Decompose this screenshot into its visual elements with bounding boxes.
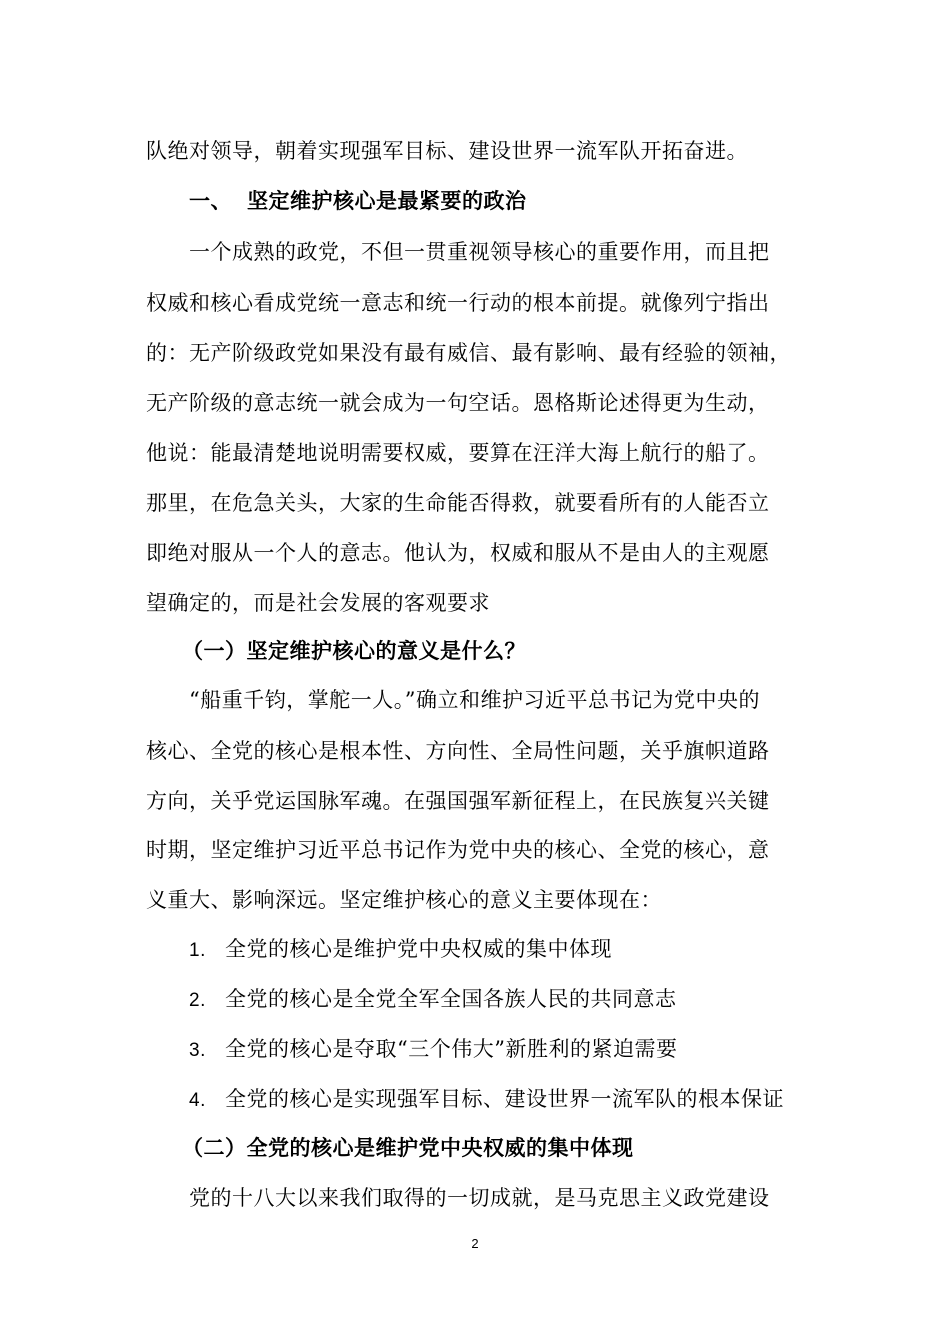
subheading: （一）坚定维护核心的意义是什么？	[182, 638, 526, 663]
list-item-text: 全党的核心是实现强军目标、建设世界一流军队的根本保证	[225, 1087, 784, 1111]
list-item-text: 全党的核心是全党全军全国各族人民的共同意志	[225, 987, 677, 1011]
page-number: 2	[471, 1236, 479, 1251]
body-text-line: 权威和核心看成党统一意志和统一行动的根本前提。就像列宁指出	[146, 291, 770, 315]
body-text-line: 队绝对领导，朝着实现强军目标、建设世界一流军队开拓奋进。	[146, 139, 748, 163]
section-heading-number: 一、	[189, 188, 232, 213]
body-text-line: 党的十八大以来我们取得的一切成就，是马克思主义政党建设	[189, 1186, 770, 1210]
body-text-line: 的：无产阶级政党如果没有最有威信、最有影响、最有经验的领袖，	[146, 341, 791, 365]
body-text-line: 核心、全党的核心是根本性、方向性、全局性问题，关乎旗帜道路	[146, 739, 770, 763]
list-item-number: 2.	[189, 990, 206, 1011]
body-text-line: 时期，坚定维护习近平总书记作为党中央的核心、全党的核心，意	[146, 838, 770, 862]
list-item	[189, 1085, 784, 1115]
list-item-text: 全党的核心是维护党中央权威的集中体现	[225, 937, 612, 961]
body-text-line: 方向，关乎党运国脉军魂。在强国强军新征程上，在民族复兴关键	[146, 789, 770, 813]
body-text-line: “船重千钧，掌舵一人。”确立和维护习近平总书记为党中央的	[189, 688, 760, 712]
list-item-number: 4.	[189, 1090, 206, 1111]
list-item	[189, 1035, 677, 1065]
list-item-number: 3.	[189, 1040, 206, 1061]
body-text-line: 那里，在危急关头，大家的生命能否得救，就要看所有的人能否立	[146, 491, 770, 515]
list-item	[189, 985, 677, 1015]
body-text-line: 望确定的，而是社会发展的客观要求	[146, 591, 490, 615]
body-text-line: 一个成熟的政党，不但一贯重视领导核心的重要作用，而且把	[189, 240, 770, 264]
section-heading	[189, 187, 527, 215]
section-heading-text: 坚定维护核心是最紧要的政治	[247, 188, 527, 213]
body-text-line: 他说：能最清楚地说明需要权威，要算在汪洋大海上航行的船了。	[146, 441, 770, 465]
list-item-number: 1.	[189, 940, 206, 961]
body-text-line: 无产阶级的意志统一就会成为一句空话。恩格斯论述得更为生动，	[146, 391, 770, 415]
body-text-line: 义重大、影响深远。坚定维护核心的意义主要体现在：	[146, 888, 662, 912]
subheading: （二）全党的核心是维护党中央权威的集中体现	[182, 1135, 634, 1160]
list-item-text: 全党的核心是夺取“三个伟大”新胜利的紧迫需要	[225, 1037, 678, 1061]
body-text-line: 即绝对服从一个人的意志。他认为，权威和服从不是由人的主观愿	[146, 541, 770, 565]
list-item	[189, 935, 612, 965]
